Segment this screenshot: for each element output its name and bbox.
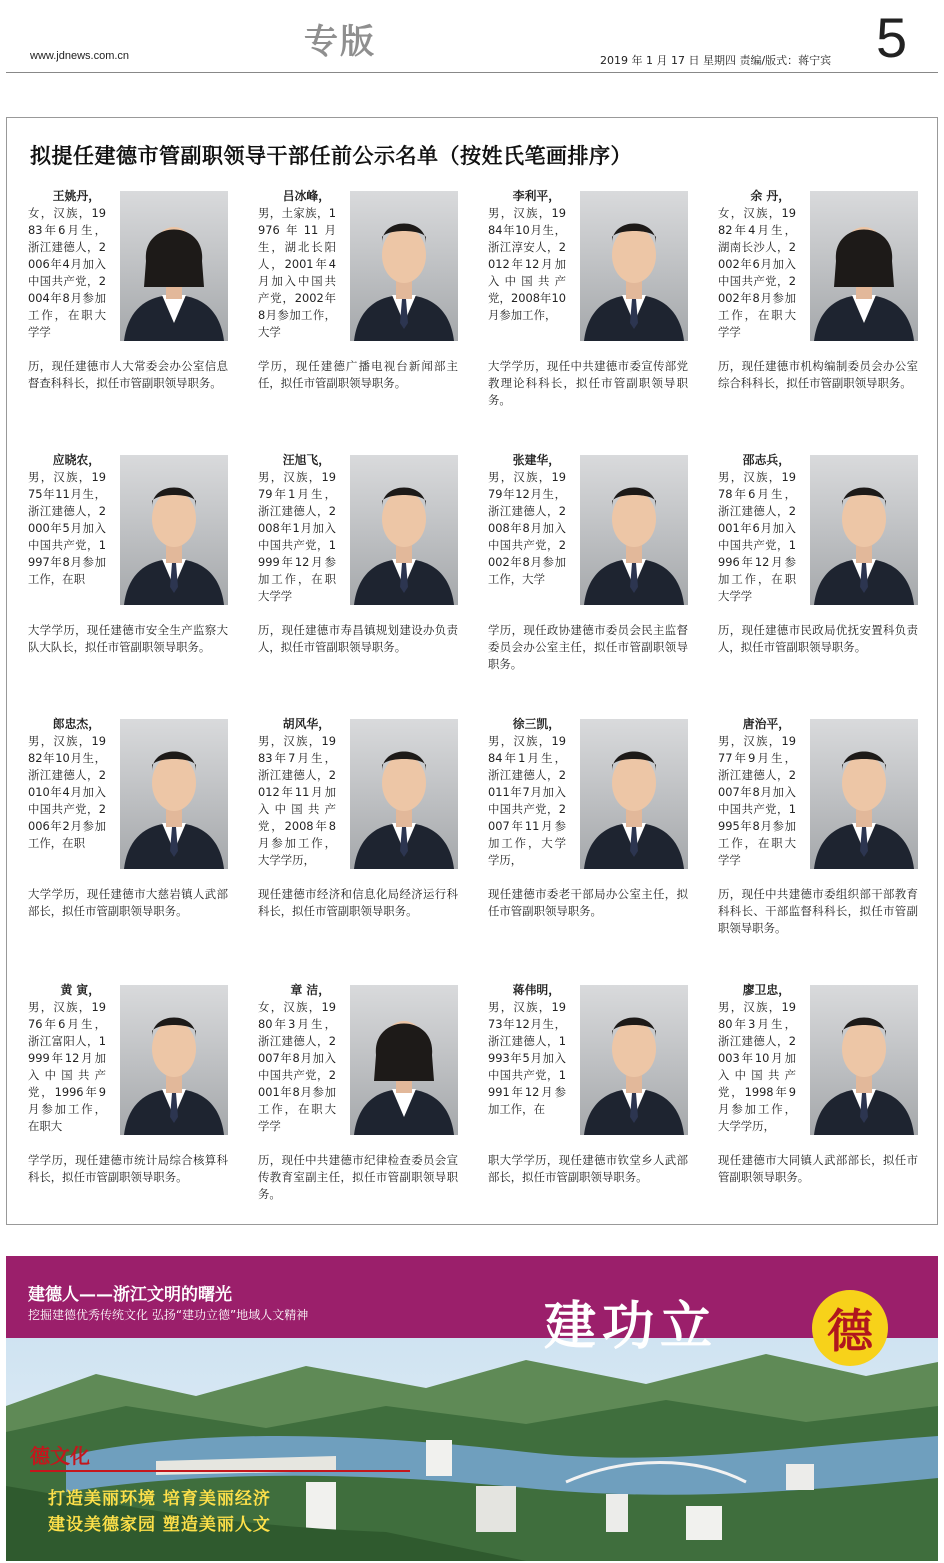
candidate-name: 汪旭飞， bbox=[282, 453, 330, 467]
candidate-bio: 男，汉族，1976年6月生，浙江富阳人，1999年12月加入中国共产党，1996年9月参加工作，在职大 bbox=[28, 1000, 106, 1133]
candidate-bio: 男，汉族，1982年10月生，浙江建德人，2010年4月加入中国共产党，2006年2月参加工作，在职 bbox=[28, 734, 106, 850]
candidate-bio: 男，汉族，1978年6月生，浙江建德人，2001年6月加入中国共产党，1996年12月参加工作，在职大学学 bbox=[718, 470, 796, 603]
candidate-name: 唐治平， bbox=[742, 717, 790, 731]
portrait-photo bbox=[120, 455, 228, 605]
culture-banner bbox=[6, 1256, 938, 1561]
candidate-position: 历，现任中共建德市纪律检查委员会宣传教育室副主任，拟任市管副职领导职务。 bbox=[258, 1153, 458, 1201]
candidate-bio: 女，汉族，1983年6月生，浙江建德人，2006年4月加入中国共产党，2004年8月参加工作，在职大学学 bbox=[28, 206, 106, 339]
candidate-bio: 女，汉族，1982年4月生，湖南长沙人，2002年6月加入中国共产党，2002年8月参加工作，在职大学学 bbox=[718, 206, 796, 339]
candidate-position: 历，现任建德市机构编制委员会办公室综合科科长，拟任市管副职领导职务。 bbox=[718, 359, 918, 390]
candidate-position: 历，现任建德市人大常委会办公室信息督查科科长，拟任市管副职领导职务。 bbox=[28, 359, 228, 390]
portrait-photo bbox=[810, 719, 918, 869]
candidate-bio: 男，汉族，1983年7月生，浙江建德人，2012年11月加入中国共产党，2008年8月参加工作，大学学历， bbox=[258, 734, 336, 867]
banner-slogan-1: 打造美丽环境 培育美丽经济 bbox=[48, 1489, 271, 1509]
candidate-name: 章 洁， bbox=[290, 983, 330, 997]
logo-underline bbox=[30, 1470, 410, 1472]
candidate-position: 大学学历，现任建德市大慈岩镇人武部部长，拟任市管副职领导职务。 bbox=[28, 887, 228, 918]
candidate-name: 郎忠杰， bbox=[52, 717, 100, 731]
candidate-bio: 男，汉族，1984年1月生，浙江建德人，2011年7月加入中国共产党，2007年11月参加工作，大学学历， bbox=[488, 734, 566, 867]
candidate-position: 历，现任建德市民政局优抚安置科负责人，拟任市管副职领导职务。 bbox=[718, 623, 918, 654]
candidate-card bbox=[718, 452, 918, 702]
candidate-position: 历，现任中共建德市委组织部干部教育科科长、干部监督科科长，拟任市管副职领导职务。 bbox=[718, 887, 918, 935]
issue-meta: 2019 年 1 月 17 日 星期四 责编/版式：蒋宁宾 bbox=[600, 54, 832, 67]
candidate-bio: 男，汉族，1979年1月生，浙江建德人，2008年1月加入中国共产党，1999年12月参加工作，在职大学学 bbox=[258, 470, 336, 603]
banner-slogan-2: 建设美德家园 塑造美丽人文 bbox=[48, 1515, 271, 1535]
candidate-bio: 男，汉族，1984年10月生，浙江淳安人，2012年12月加入中国共产党，2008年10月参加工作， bbox=[488, 206, 566, 322]
candidate-bio: 男，土家族，1976年11月生，湖北长阳人，2001年4月加入中国共产党，2002年8月参加工作，大学 bbox=[258, 206, 336, 339]
candidate-name: 黄 寅， bbox=[60, 983, 100, 997]
portrait-photo bbox=[580, 455, 688, 605]
portrait-photo bbox=[810, 191, 918, 341]
portrait-photo bbox=[350, 719, 458, 869]
candidate-card bbox=[488, 188, 688, 438]
candidate-card bbox=[488, 716, 688, 966]
banner-seal: 德 bbox=[812, 1290, 888, 1366]
candidate-name: 余 丹， bbox=[750, 189, 790, 203]
candidate-position: 现任建德市大同镇人武部部长，拟任市管副职领导职务。 bbox=[718, 1153, 918, 1184]
candidate-name: 应晓农， bbox=[52, 453, 100, 467]
candidate-position: 历，现任建德市寿昌镇规划建设办负责人，拟任市管副职领导职务。 bbox=[258, 623, 458, 654]
notice-title: 拟提任建德市管副职领导干部任前公示名单（按姓氏笔画排序） bbox=[30, 144, 632, 168]
candidate-position: 学历，现任建德广播电视台新闻部主任，拟任市管副职领导职务。 bbox=[258, 359, 458, 390]
portrait-photo bbox=[350, 455, 458, 605]
candidate-name: 廖卫忠， bbox=[742, 983, 790, 997]
candidate-card bbox=[28, 716, 228, 966]
candidate-card bbox=[28, 188, 228, 438]
candidate-card bbox=[28, 452, 228, 702]
portrait-photo bbox=[120, 985, 228, 1135]
page-header bbox=[0, 0, 944, 80]
header-rule bbox=[6, 72, 938, 73]
page-number: 5 bbox=[876, 6, 908, 69]
candidate-name: 张建华， bbox=[512, 453, 560, 467]
site-url[interactable]: www.jdnews.com.cn bbox=[30, 50, 130, 62]
candidate-card bbox=[488, 982, 688, 1232]
candidate-name: 邵志兵， bbox=[742, 453, 790, 467]
candidate-position: 现任建德市委老干部局办公室主任，拟任市管副职领导职务。 bbox=[488, 887, 688, 918]
candidate-card bbox=[718, 982, 918, 1232]
banner-title: 建德人——浙江文明的曙光 bbox=[28, 1285, 232, 1305]
candidate-card bbox=[258, 452, 458, 702]
portrait-photo bbox=[120, 719, 228, 869]
banner-subtitle: 挖掘建德优秀传统文化 弘扬“建功立德”地域人文精神 bbox=[28, 1308, 309, 1322]
candidate-card bbox=[258, 716, 458, 966]
candidate-name: 李利平， bbox=[512, 189, 560, 203]
candidate-card bbox=[258, 982, 458, 1232]
portrait-photo bbox=[580, 985, 688, 1135]
candidate-name: 蒋伟明， bbox=[512, 983, 560, 997]
candidate-position: 学历，现任政协建德市委员会民主监督委员会办公室主任，拟任市管副职领导职务。 bbox=[488, 623, 688, 671]
candidate-bio: 男，汉族，1977年9月生，浙江建德人，2007年8月加入中国共产党，1995年8月参加工作，在职大学学 bbox=[718, 734, 796, 867]
portrait-photo bbox=[580, 719, 688, 869]
candidate-card bbox=[718, 716, 918, 966]
candidate-name: 吕冰峰， bbox=[282, 189, 330, 203]
candidate-bio: 男，汉族，1975年11月生，浙江建德人，2000年5月加入中国共产党，1997年8月参加工作，在职 bbox=[28, 470, 106, 586]
candidate-card bbox=[488, 452, 688, 702]
portrait-photo bbox=[580, 191, 688, 341]
portrait-photo bbox=[810, 455, 918, 605]
candidate-position: 大学学历，现任建德市安全生产监察大队大队长，拟任市管副职领导职务。 bbox=[28, 623, 228, 654]
candidate-card bbox=[258, 188, 458, 438]
candidate-name: 胡风华， bbox=[282, 717, 330, 731]
candidate-position: 现任建德市经济和信息化局经济运行科科长，拟任市管副职领导职务。 bbox=[258, 887, 458, 918]
candidate-position: 学学历，现任建德市统计局综合核算科科长，拟任市管副职领导职务。 bbox=[28, 1153, 228, 1184]
candidate-name: 王姚丹， bbox=[52, 189, 100, 203]
banner-calligraphy: 建功立 bbox=[544, 1296, 719, 1357]
section-title: 专版 bbox=[304, 22, 376, 62]
candidate-card bbox=[718, 188, 918, 438]
candidate-card bbox=[28, 982, 228, 1232]
portrait-photo bbox=[120, 191, 228, 341]
candidate-bio: 男，汉族，1973年12月生，浙江建德人，1993年5月加入中国共产党，1991年12月参加工作，在 bbox=[488, 1000, 566, 1116]
candidate-name: 徐三凯， bbox=[512, 717, 560, 731]
candidate-position: 职大学学历，现任建德市钦堂乡人武部部长，拟任市管副职领导职务。 bbox=[488, 1153, 688, 1184]
portrait-photo bbox=[350, 985, 458, 1135]
culture-logo: 德文化 bbox=[30, 1444, 90, 1468]
candidate-position: 大学学历，现任中共建德市委宣传部党教理论科科长，拟任市管副职领导职务。 bbox=[488, 359, 688, 407]
candidate-bio: 男，汉族，1980年3月生，浙江建德人，2003年10月加入中国共产党，1998年9月参加工作，大学学历， bbox=[718, 1000, 796, 1133]
candidate-bio: 女，汉族，1980年3月生，浙江建德人，2007年8月加入中国共产党，2001年8月参加工作，在职大学学 bbox=[258, 1000, 336, 1133]
portrait-photo bbox=[810, 985, 918, 1135]
candidate-bio: 男，汉族，1979年12月生，浙江建德人，2008年8月加入中国共产党，2002年8月参加工作，大学 bbox=[488, 470, 566, 586]
portrait-photo bbox=[350, 191, 458, 341]
